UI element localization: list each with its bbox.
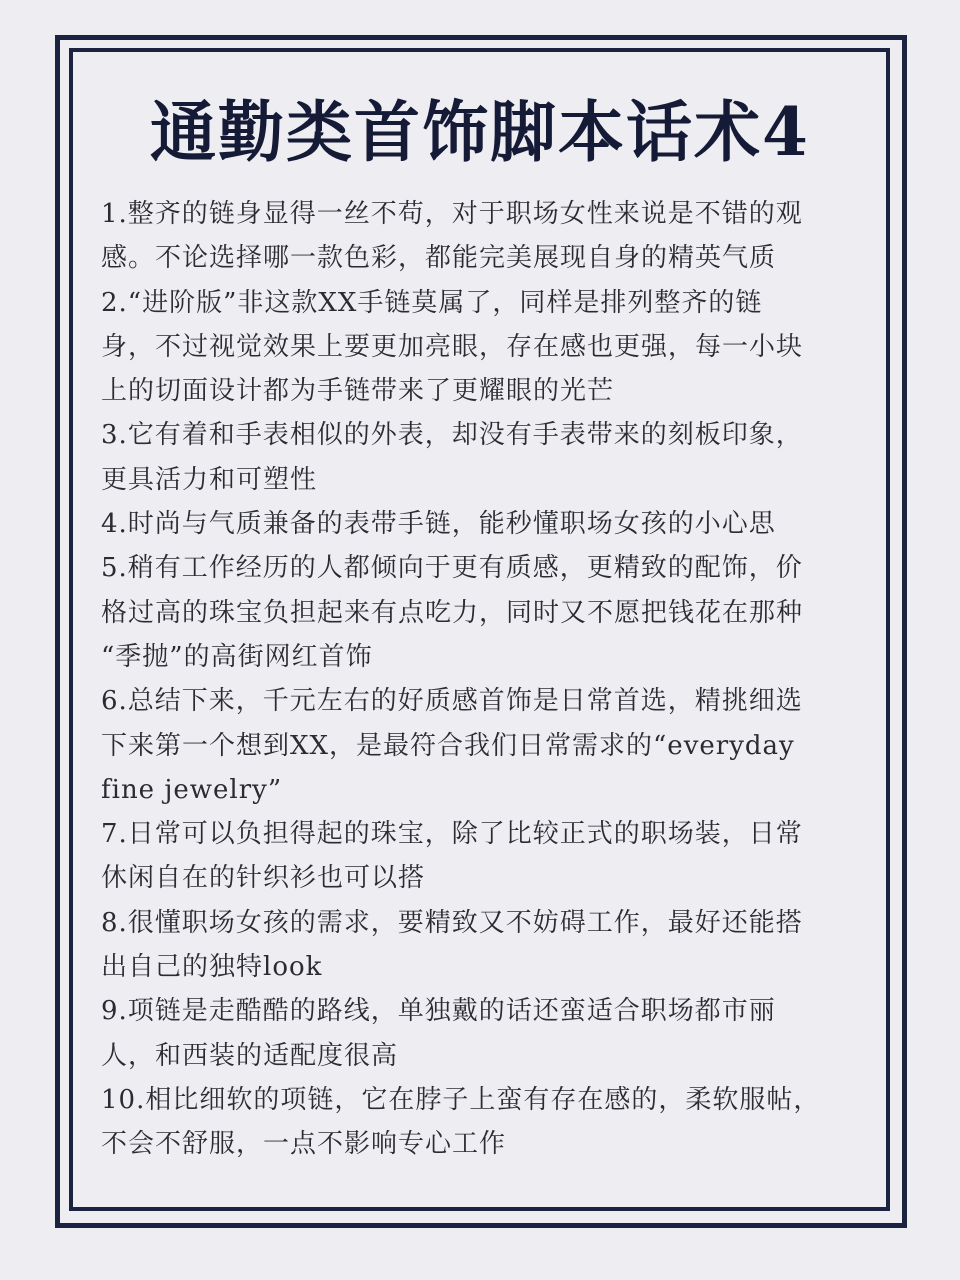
text-line: 1.整齐的链身显得一丝不苟，对于职场女性来说是不错的观	[101, 199, 803, 229]
text-line: 出自己的独特look	[101, 952, 323, 983]
text-line: 4.时尚与气质兼备的表带手链，能秒懂职场女孩的小心思	[101, 509, 776, 540]
text-line: 9.项链是走酷酷的路线，单独戴的话还蛮适合职场都市丽	[101, 996, 776, 1027]
text-line: 感。不论选择哪一款色彩，都能完美展现自身的精英气质	[101, 243, 777, 274]
text-line: 休闲自在的针织衫也可以搭	[101, 863, 426, 894]
text-line: 10.相比细软的项链，它在脖子上蛮有存在感的，柔软服帖，	[101, 1084, 821, 1115]
text-line: 2.“进阶版”非这款XX手链莫属了，同样是排列整齐的链	[101, 287, 763, 318]
text-line: 6.总结下来，千元左右的好质感首饰是日常首选，精挑细选	[101, 686, 803, 717]
text-line: 5.稍有工作经历的人都倾向于更有质感，更精致的配饰，价	[101, 553, 803, 584]
page-title: 通勤类首饰脚本话术4	[150, 93, 810, 171]
text-line: 不会不舒服，一点不影响专心工作	[101, 1129, 507, 1160]
text-line: “季抛”的高街网红首饰	[101, 641, 373, 672]
text-line: 下来第一个想到XX，是最符合我们日常需求的“everyday	[101, 730, 795, 761]
text-line: 8.很懂职场女孩的需求，要精致又不妨碍工作，最好还能搭	[101, 907, 803, 938]
text-line: 人，和西装的适配度很高	[101, 1040, 399, 1071]
text-line: 更具活力和可塑性	[101, 464, 318, 495]
text-line: 上的切面设计都为手链带来了更耀眼的光芒	[101, 376, 615, 407]
text-line: 3.它有着和手表相似的外表，却没有手表带来的刻板印象，	[101, 420, 803, 451]
body-text	[101, 192, 861, 1167]
text-line: 7.日常可以负担得起的珠宝，除了比较正式的职场装，日常	[101, 819, 803, 850]
text-line: 格过高的珠宝负担起来有点吃力，同时又不愿把钱花在那种	[101, 597, 804, 628]
text-line: 身，不过视觉效果上要更加亮眼，存在感也更强，每一小块	[101, 331, 804, 362]
text-line: fine jewelry”	[101, 774, 283, 805]
